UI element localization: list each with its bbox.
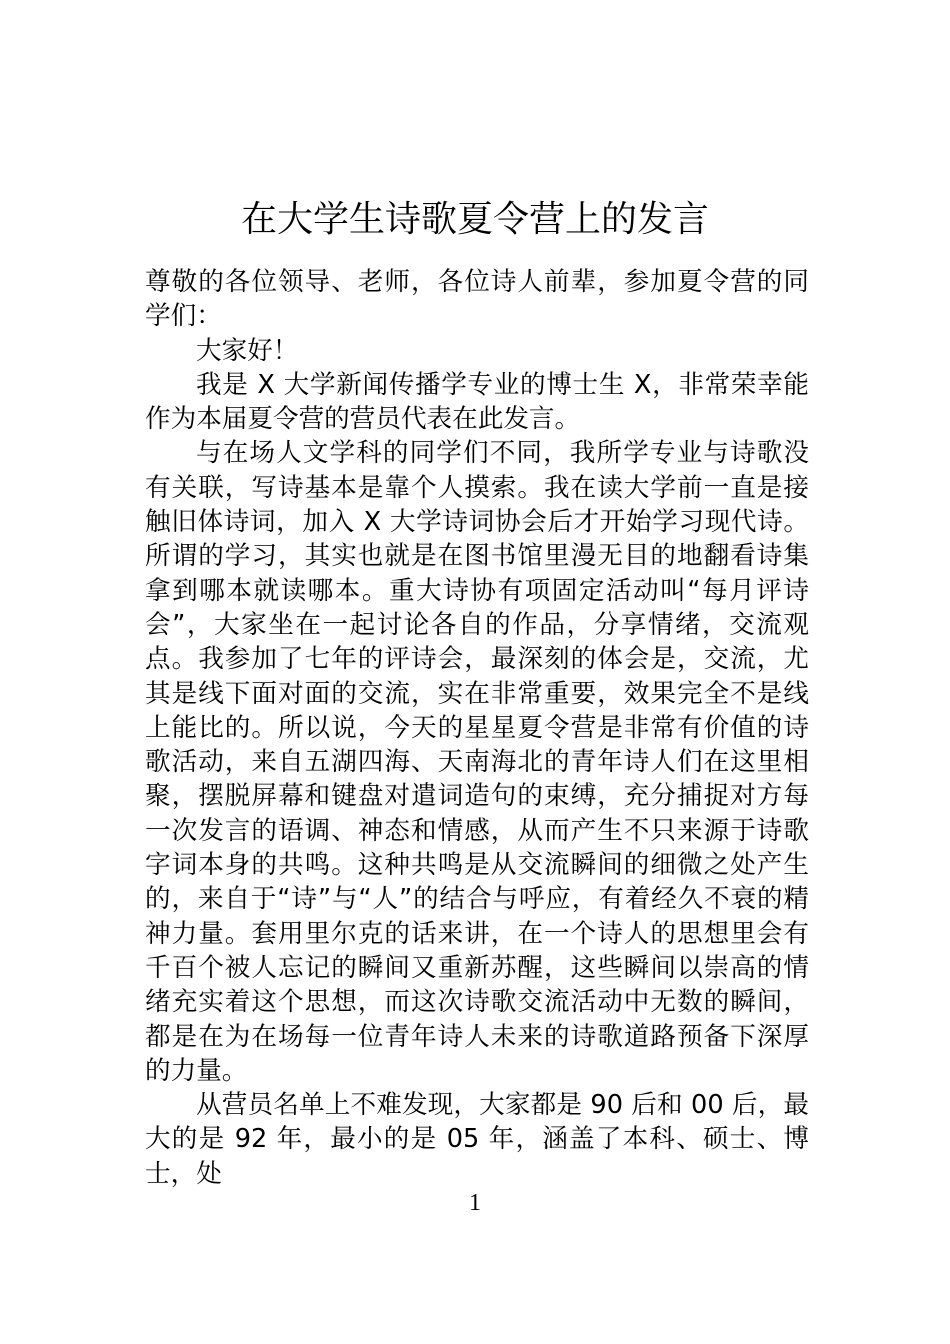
document-title: 在大学生诗歌夏令营上的发言 xyxy=(240,199,709,241)
salutation: 尊敬的各位领导、老师，各位诗人前辈，参加夏令营的同学们： xyxy=(145,267,809,332)
paragraph-main: 与在场人文学科的同学们不同，我所学专业与诗歌没有关联，写诗基本是靠个人摸索。我在读大学前一直是接触旧体诗词，加入 X 大学诗词协会后才开始学习现代诗。所谓的学习，其实也就是在图书馆里漫无目的地翻看诗集拿到哪本就读哪本。重大诗协有项固定活动叫“每月评诗会”，大家坐在一起讨论各自的作品，分享情绪，交流观点。我参加了七年的评诗会，最深刻的体会是，交流，尤其是线下面对面的交流，实在非常重要，效果完全不是线上能比的。所以说，今天的星星夏令营是非常有价值的诗歌活动，来自五湖四海、天南海北的青年诗人们在这里相聚，摆脱屏幕和键盘对遣词造句的束缚，充分捕捉对方每一次发言的语调、神态和情感，从而产生不只来源于诗歌字词本身的共鸣。这种共鸣是从交流瞬间的细微之处产生的，来自于“诗”与“人”的结合与呼应，有着经久不衰的精神力量。套用里尔克的话来讲，在一个诗人的思想里会有千百个被人忘记的瞬间又重新苏醒，这些瞬间以崇高的情绪充实着这个思想，而这次诗歌交流活动中无数的瞬间，都是在为在场每一位青年诗人未来的诗歌道路预备下深厚的力量。 xyxy=(145,438,809,1086)
paragraph-members: 从营员名单上不难发现，大家都是 90 后和 00 后，最大的是 92 年，最小的是 05 年，涵盖了本科、硕士、博士，处 xyxy=(145,1090,809,1189)
page-number: 1 xyxy=(469,1190,481,1216)
document-body xyxy=(145,265,809,1191)
paragraph-introduction: 我是 X 大学新闻传播学专业的博士生 X，非常荣幸能作为本届夏令营的营员代表在此发言。 xyxy=(145,369,809,435)
paragraph-greeting: 大家好！ xyxy=(196,335,299,366)
